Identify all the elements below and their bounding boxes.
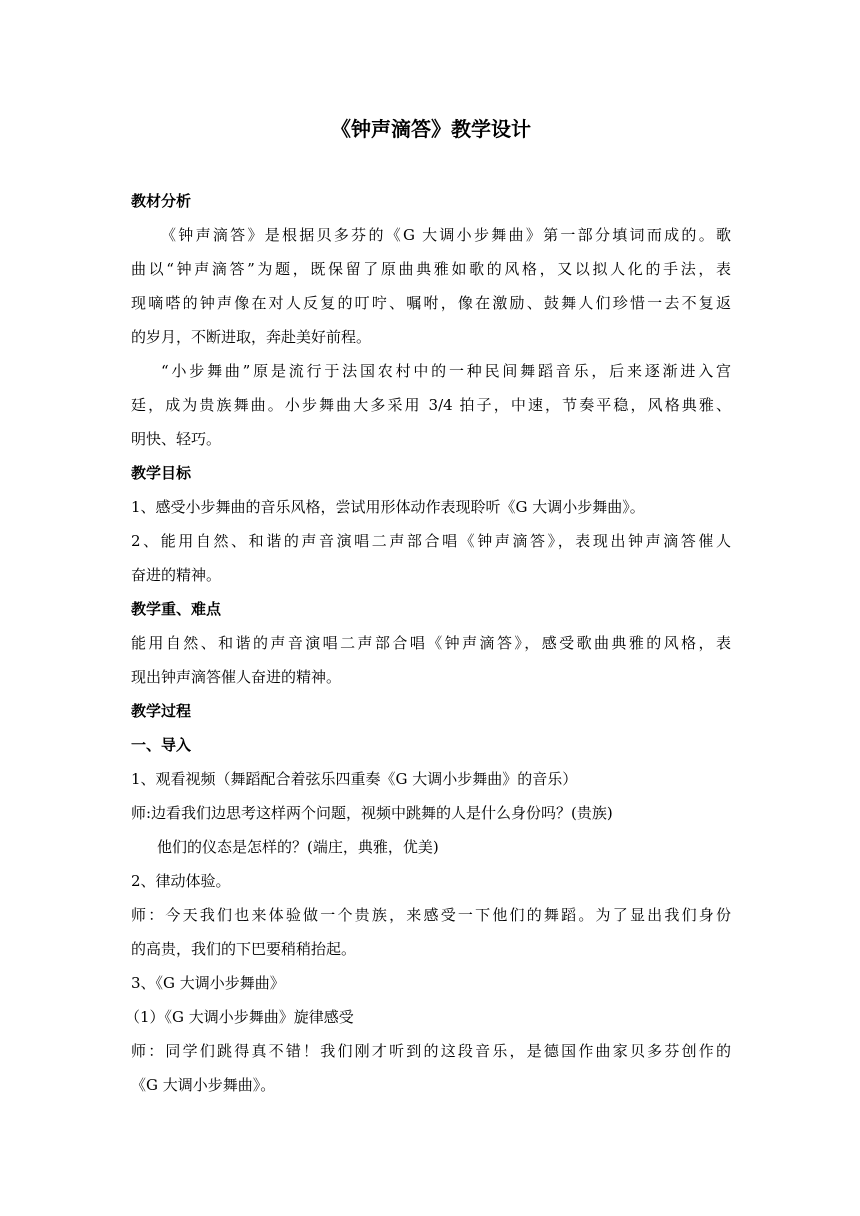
paragraph-line: 的岁月，不断进取，奔赴美好前程。: [131, 328, 372, 346]
process-line: 的高贵，我们的下巴要稍稍抬起。: [131, 940, 357, 958]
process-line: 师:边看我们边思考这样两个问题，视频中跳舞的人是什么身份吗？(贵族): [131, 804, 613, 822]
process-line: 师：今天我们也来体验做一个贵族，来感受一下他们的舞蹈。为了显出我们身份: [131, 906, 731, 924]
process-line: 《G 大调小步舞曲》。: [131, 1076, 276, 1094]
section-heading-goals: 教学目标: [131, 464, 192, 482]
paragraph-line: 现出钟声滴答催人奋进的精神。: [131, 668, 342, 686]
paragraph-line: 明快、轻巧。: [131, 430, 222, 448]
process-line: 3、《G 大调小步舞曲》: [131, 974, 285, 992]
goal-item: 1、感受小步舞曲的音乐风格，尝试用形体动作表现聆听《G 大调小步舞曲》。: [131, 498, 645, 516]
process-line: 他们的仪态是怎样的？(端庄，典雅，优美): [157, 838, 439, 856]
goal-item-continued: 奋进的精神。: [131, 566, 222, 584]
document-title: 《钟声滴答》教学设计: [331, 117, 531, 141]
section-heading-process: 教学过程: [131, 702, 192, 720]
paragraph-line: 现嘀嗒的钟声像在对人反复的叮咛、嘱咐，像在激励、鼓舞人们珍惜一去不复返: [131, 294, 731, 312]
process-line: （1）《G 大调小步舞曲》旋律感受: [125, 1008, 354, 1026]
process-line: 2、律动体验。: [131, 872, 231, 890]
goal-item: 2、能用自然、和谐的声音演唱二声部合唱《钟声滴答》，表现出钟声滴答催人: [131, 532, 731, 550]
paragraph-line: 曲以“钟声滴答”为题，既保留了原曲典雅如歌的风格，又以拟人化的手法，表: [131, 260, 731, 278]
section-heading-keypoints: 教学重、难点: [131, 600, 222, 618]
paragraph-line: 廷，成为贵族舞曲。小步舞曲大多采用 3/4 拍子，中速，节奏平稳，风格典雅、: [131, 396, 731, 414]
section-heading-analysis: 教材分析: [131, 192, 192, 210]
subsection-heading-intro: 一、导入: [131, 736, 192, 754]
paragraph-line: 能用自然、和谐的声音演唱二声部合唱《钟声滴答》，感受歌曲典雅的风格，表: [131, 634, 731, 652]
paragraph-line: “小步舞曲”原是流行于法国农村中的一种民间舞蹈音乐，后来逐渐进入宫: [161, 362, 731, 380]
process-line: 1、观看视频（舞蹈配合着弦乐四重奏《G 大调小步舞曲》的音乐）: [131, 770, 578, 788]
paragraph-line: 《钟声滴答》是根据贝多芬的《G 大调小步舞曲》第一部分填词而成的。歌: [161, 226, 731, 244]
process-line: 师：同学们跳得真不错！我们刚才听到的这段音乐，是德国作曲家贝多芬创作的: [131, 1042, 731, 1060]
